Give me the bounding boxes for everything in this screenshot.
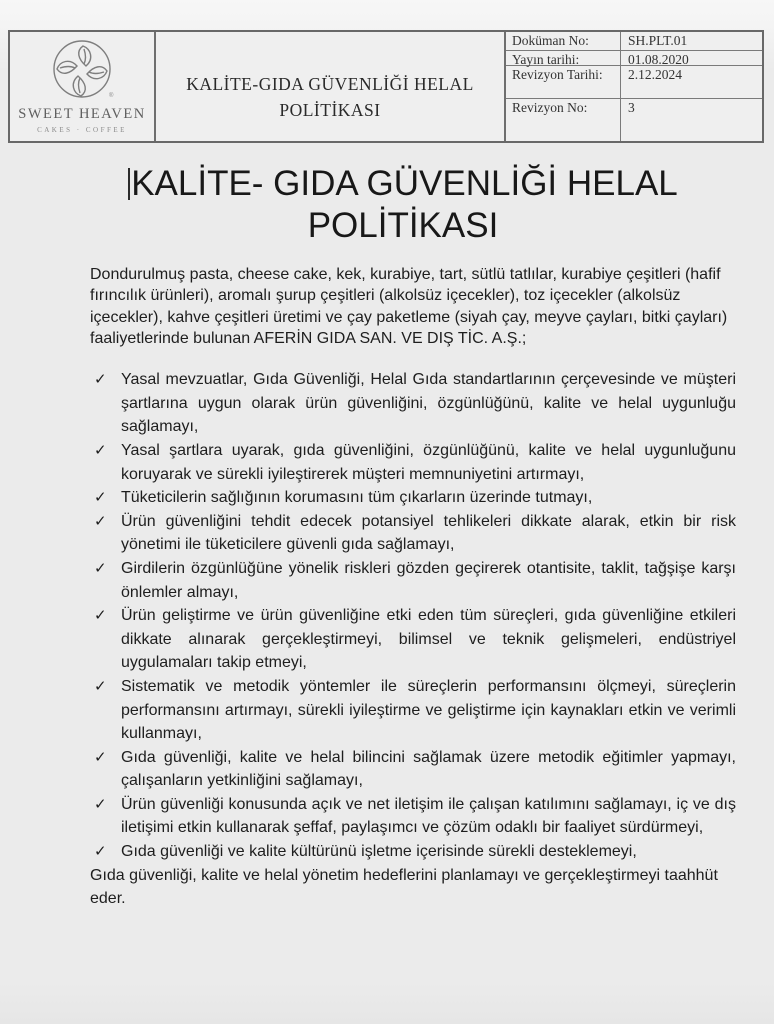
policy-bullet-item[interactable] bbox=[90, 840, 736, 864]
policy-bullet-item[interactable] bbox=[90, 368, 736, 439]
check-icon: ✓ bbox=[94, 512, 107, 530]
doc-info-row bbox=[506, 66, 762, 99]
header-doc-title[interactable]: KALİTE-GIDA GÜVENLİĞİ HELAL POLİTİKASI bbox=[156, 32, 506, 141]
check-icon: ✓ bbox=[94, 559, 107, 577]
bullet-text: Ürün güvenliğini tehdit edecek potansiyel tehlikeleri dikkate alarak, etkin bir risk yönetimi ile tüketicilere güvenli gıda sağlamayı, bbox=[121, 512, 736, 554]
brand-tagline: CAKES · COFFEE bbox=[37, 126, 127, 134]
check-icon: ✓ bbox=[94, 489, 107, 507]
doc-info-label[interactable]: Revizyon No: bbox=[506, 99, 621, 141]
doc-info-row bbox=[506, 32, 762, 51]
doc-info-row bbox=[506, 99, 762, 141]
doc-info-label[interactable]: Doküman No: bbox=[506, 32, 621, 50]
text-cursor bbox=[128, 168, 130, 200]
doc-info-label[interactable]: Yayın tarihi: bbox=[506, 51, 621, 69]
doc-info-row bbox=[506, 51, 762, 66]
bullet-text: Ürün güvenliği konusunda açık ve net iletişim ile çalışan katılımını sağlamayı, iç ve dış iletişimi etkin kullanarak şeffaf, paylaşımcı ve çözüm odaklı bir faaliyet sürdürmeyi, bbox=[121, 795, 736, 837]
check-icon: ✓ bbox=[94, 843, 107, 861]
policy-bullet-item[interactable] bbox=[90, 510, 736, 557]
check-icon: ✓ bbox=[94, 371, 107, 389]
doc-info-value[interactable]: 3 bbox=[628, 100, 635, 115]
registered-mark: ® bbox=[109, 93, 114, 99]
policy-bullet-item[interactable] bbox=[90, 486, 736, 510]
policy-bullet-item[interactable] bbox=[90, 557, 736, 604]
logo-cell bbox=[10, 32, 156, 141]
check-icon: ✓ bbox=[94, 748, 107, 766]
check-icon: ✓ bbox=[94, 607, 107, 625]
check-icon: ✓ bbox=[94, 441, 107, 459]
doc-info-table bbox=[506, 32, 762, 141]
policy-bullet-item[interactable] bbox=[90, 746, 736, 793]
page-title-line2[interactable]: POLİTİKASI bbox=[307, 206, 499, 245]
sweet-heaven-logo-icon bbox=[50, 37, 114, 103]
bullet-text: Yasal şartlara uyarak, gıda güvenliğini, özgünlüğünü, kalite ve helal uygunluğunu koruyarak ve sürekli iyileştirerek müşteri memnuniyetini artırmayı, bbox=[121, 441, 736, 483]
policy-bullet-item[interactable] bbox=[90, 604, 736, 675]
check-icon: ✓ bbox=[94, 677, 107, 695]
doc-info-label[interactable]: Revizyon Tarihi: bbox=[506, 66, 621, 98]
policy-bullet-item[interactable] bbox=[90, 675, 736, 746]
bullet-text: Ürün geliştirme ve ürün güvenliğine etki eden tüm süreçleri, gıda güvenliğine etkileri dikkate alınarak gerçekleştirmeyi, bilimsel ve teknik gelişmeleri, endüstriyel uygulamaları takip etmeyi, bbox=[121, 607, 736, 672]
policy-bullet-item[interactable] bbox=[90, 793, 736, 840]
bullet-text: Girdilerin özgünlüğüne yönelik riskleri gözden geçirerek otantisite, taklit, tağşişe karşı önlemler almayı, bbox=[121, 559, 736, 601]
bullet-text: Gıda güvenliği ve kalite kültürünü işletme içerisinde sürekli desteklemeyi, bbox=[121, 843, 637, 861]
intro-paragraph[interactable]: Dondurulmuş pasta, cheese cake, kek, kurabiye, tart, sütlü tatlılar, kurabiye çeşitleri (hafif fırıncılık ürünleri), aromalı şurup çeşitleri (alkolsüz içecekler), toz içecekler (alkolsüz içecekler), kahve çeşitleri üretimi ve çay paketleme (siyah çay, meyve çayları, bitki çayları) faaliyetlerinde bulunan AFERİN GIDA SAN. VE DIŞ TİC. A.Ş.; bbox=[90, 266, 728, 347]
check-icon: ✓ bbox=[94, 795, 107, 813]
doc-info-value[interactable]: 2.12.2024 bbox=[628, 67, 682, 82]
doc-info-value[interactable]: SH.PLT.01 bbox=[628, 33, 688, 48]
policy-bullet-list bbox=[90, 368, 736, 863]
document-body bbox=[90, 163, 736, 911]
closing-paragraph[interactable]: Gıda güvenliği, kalite ve helal yönetim hedeflerini planlamayı ve gerçekleştirmeyi taahhüt eder. bbox=[90, 866, 718, 908]
page-title[interactable] bbox=[65, 163, 741, 247]
bullet-text: Gıda güvenliği, kalite ve helal bilincini sağlamak üzere metodik eğitimler yapmayı, çalışanların yetkinliğini sağlamayı, bbox=[121, 748, 736, 790]
page-title-line1[interactable]: KALİTE- GIDA GÜVENLİĞİ HELAL bbox=[65, 163, 741, 205]
document-header-table bbox=[8, 30, 764, 143]
bullet-text: Sistematik ve metodik yöntemler ile süreçlerin performansını ölçmeyi, süreçlerin performansını artırmayı, sürekli iyileştirme ve geliştirme için kaynakları etkin ve verimli kullanmayı, bbox=[121, 677, 736, 743]
brand-name: SWEET HEAVEN bbox=[18, 106, 146, 122]
policy-bullet-item[interactable] bbox=[90, 439, 736, 486]
bullet-text: Yasal mevzuatlar, Gıda Güvenliği, Helal Gıda standartlarının çerçevesinde ve müşteri şartlarına uygun olarak ürün güvenliğini, özgünlüğünü, kalite ve helal uygunluğu sağlamayı, bbox=[121, 371, 736, 436]
doc-info-value[interactable]: 01.08.2020 bbox=[628, 52, 689, 67]
bullet-text: Tüketicilerin sağlığının korumasını tüm çıkarların üzerinde tutmayı, bbox=[121, 489, 593, 507]
